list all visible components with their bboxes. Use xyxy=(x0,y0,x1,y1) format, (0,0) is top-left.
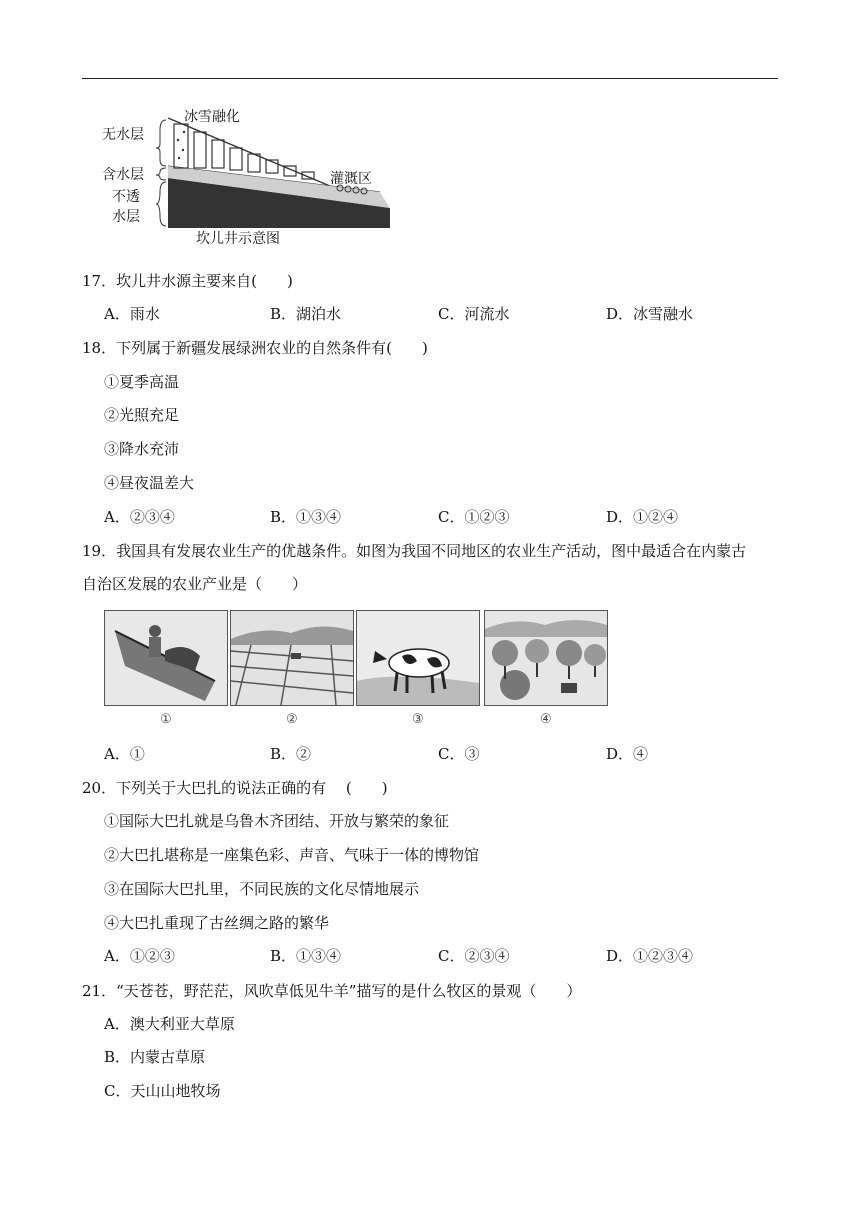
q20-statement-1: ①国际大巴扎就是乌鲁木齐团结、开放与繁荣的象征 xyxy=(104,812,450,830)
q18-statement-2: ②光照充足 xyxy=(104,406,180,424)
option-label: C． xyxy=(438,508,465,526)
option-text: ①②③ xyxy=(129,947,175,965)
label-impermeable-1: 不透 xyxy=(112,189,140,205)
q20-statement-3: ③在国际大巴扎里，不同民族的文化尽情地展示 xyxy=(104,880,420,898)
label-impermeable-2: 水层 xyxy=(112,209,140,225)
q21-option-a[interactable] xyxy=(104,1014,235,1034)
option-text: 澳大利亚大草原 xyxy=(129,1015,235,1033)
option-text: ②③④ xyxy=(129,508,175,526)
q20-option-b[interactable] xyxy=(270,946,341,966)
option-label: B． xyxy=(270,745,297,763)
photo-fishing-boat xyxy=(104,610,228,706)
option-label: A． xyxy=(104,508,130,526)
photo-cattle xyxy=(356,610,480,706)
option-text: 内蒙古草原 xyxy=(130,1048,206,1066)
q19-option-b[interactable] xyxy=(270,744,311,764)
q18-option-a[interactable] xyxy=(104,507,175,527)
q18-statement-3: ③降水充沛 xyxy=(104,440,180,458)
option-text: ②③④ xyxy=(464,947,510,965)
option-label: C． xyxy=(438,305,465,323)
option-text: ③ xyxy=(464,745,480,763)
q17-option-d[interactable] xyxy=(606,304,693,324)
option-text: ①③④ xyxy=(296,508,342,526)
q19-option-c[interactable] xyxy=(438,744,480,764)
q21-option-c[interactable] xyxy=(104,1081,221,1101)
option-text: 冰雪融水 xyxy=(633,305,694,323)
option-text: ② xyxy=(296,745,312,763)
option-label: A． xyxy=(104,1015,130,1033)
label-irrigation-area: 灌溉区 xyxy=(330,171,372,187)
q17-option-c[interactable] xyxy=(438,304,510,324)
option-label: B． xyxy=(270,508,297,526)
q17-option-b[interactable] xyxy=(270,304,341,324)
q18-statement-4: ④昼夜温差大 xyxy=(104,474,195,492)
q18-option-b[interactable] xyxy=(270,507,341,527)
option-label: C． xyxy=(438,947,465,965)
option-text: 雨水 xyxy=(129,305,160,323)
label-aquifer: 含水层 xyxy=(102,167,144,183)
q18-option-c[interactable] xyxy=(438,507,510,527)
photo-number-2: ② xyxy=(286,712,298,727)
question-21-stem: 21．“天苍苍，野茫茫，风吹草低见牛羊”描写的是什么牧区的景观（ ） xyxy=(82,982,582,1000)
figure-title: 坎儿井示意图 xyxy=(196,231,280,247)
photo-number-4: ④ xyxy=(540,712,552,727)
option-text: 湖泊水 xyxy=(296,305,342,323)
option-label: D． xyxy=(606,508,634,526)
question-20-stem: 20．下列关于大巴扎的说法正确的有 ( ) xyxy=(82,779,388,797)
option-label: D． xyxy=(606,947,634,965)
q19-option-a[interactable] xyxy=(104,744,145,764)
option-text: ①②③ xyxy=(464,508,510,526)
q20-statement-2: ②大巴扎堪称是一座集色彩、声音、气味于一体的博物馆 xyxy=(104,846,480,864)
q20-option-a[interactable] xyxy=(104,946,175,966)
header-rule xyxy=(82,78,778,79)
option-label: B． xyxy=(104,1048,131,1066)
option-label: D． xyxy=(606,745,634,763)
q18-option-d[interactable] xyxy=(606,507,678,527)
option-text: ①②④ xyxy=(633,508,679,526)
q20-option-d[interactable] xyxy=(606,946,693,966)
option-text: ① xyxy=(129,745,145,763)
photo-farmland xyxy=(230,610,354,706)
label-no-water-layer: 无水层 xyxy=(102,127,144,143)
question-19-stem-line1: 19．我国具有发展农业生产的优越条件。如图为我国不同地区的农业生产活动，图中最适合在内蒙古 xyxy=(82,542,747,560)
photo-number-3: ③ xyxy=(412,712,424,727)
option-text: 河流水 xyxy=(464,305,510,323)
q21-option-b[interactable] xyxy=(104,1047,205,1067)
karez-diagram xyxy=(100,100,400,250)
q17-option-a[interactable] xyxy=(104,304,160,324)
option-text: ①③④ xyxy=(296,947,342,965)
question-18-stem: 18．下列属于新疆发展绿洲农业的自然条件有( ) xyxy=(82,339,428,357)
photo-number-1: ① xyxy=(160,712,172,727)
option-label: C． xyxy=(104,1082,131,1100)
option-label: D． xyxy=(606,305,634,323)
photo-orchard xyxy=(484,610,608,706)
q19-option-d[interactable] xyxy=(606,744,648,764)
option-label: B． xyxy=(270,305,297,323)
q20-option-c[interactable] xyxy=(438,946,510,966)
question-19-stem-line2: 自治区发展的农业产业是（ ） xyxy=(82,575,308,593)
question-17-stem: 17．坎儿井水源主要来自( ) xyxy=(82,272,293,290)
q20-statement-4: ④大巴扎重现了古丝绸之路的繁华 xyxy=(104,914,330,932)
option-label: A． xyxy=(104,947,130,965)
option-label: A． xyxy=(104,745,130,763)
q18-statement-1: ①夏季高温 xyxy=(104,373,180,391)
option-label: A． xyxy=(104,305,130,323)
option-label: C． xyxy=(438,745,465,763)
option-label: B． xyxy=(270,947,297,965)
option-text: ④ xyxy=(633,745,649,763)
option-text: 天山山地牧场 xyxy=(130,1082,221,1100)
label-ice-melt: 冰雪融化 xyxy=(184,109,240,125)
option-text: ①②③④ xyxy=(633,947,694,965)
